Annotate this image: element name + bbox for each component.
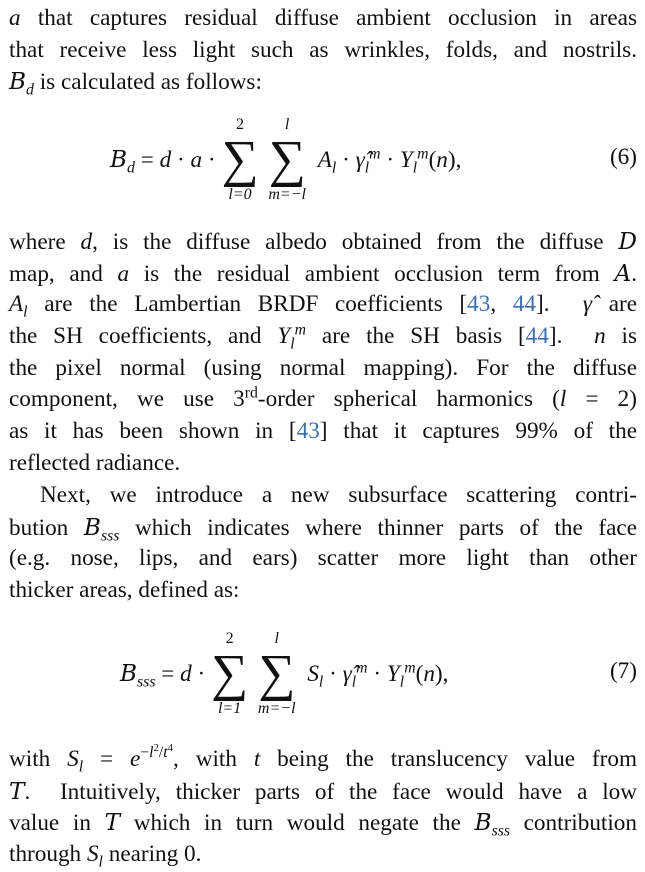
text-line: with $S_l = e^{-l^2/t^4}$, with t being the translucency value from [9,742,637,776]
citation-link[interactable]: 44 [512,291,536,318]
equation-7: $B_{sss} = d$ · 2 ∑ l=1 l ∑ m=−l $S_l$ · $\gammâ_l^m \cdot Y_l^m(n)$, (7) [120,630,637,717]
paragraph-intro [9,3,637,98]
text-line: Next, we introduce a new subsurface scattering contri- [40,482,637,508]
text-line: thicker areas, defined as: [9,577,240,604]
text-line: reflected radiance. [9,449,181,476]
text-line: $B_d$ is calculated as follows: [9,68,262,100]
paragraph-diffuse [9,226,637,480]
text-line: the pixel normal (using normal mapping). For the diffuse [9,354,637,381]
summation-symbol: l ∑ m=−l [257,630,296,717]
citation-link[interactable]: 43 [296,418,320,445]
text-line: that receive less light such as wrinkles, folds, and nostrils. [9,36,637,63]
paragraph-subsurface [9,480,637,607]
text-line: as it has been shown in [43] that it captures 99% of the [9,418,637,445]
summation-symbol: 2 ∑ l=0 [221,116,259,203]
citation-link[interactable]: 44 [525,323,549,350]
text-line: (e.g. nose, lips, and ears) scatter more light than other [9,545,637,572]
equation-number: (6) [609,144,637,170]
text-line: map, and a is the residual ambient occlusion term from A. [9,259,637,287]
text-line: value in T which in turn would negate the $B_{sss}$ contribution [9,809,637,841]
text-line: the SH coefficients, and $Y_l^m$ are the SH basis [44]. n is [9,321,637,353]
summation-symbol: 2 ∑ l=1 [211,630,249,717]
text-line: where d, is the diffuse albedo obtained from the diffuse D [9,228,637,255]
text-line: T. Intuitively, thicker parts of the face would have a low [9,777,637,805]
text-line: $A_l$ are the Lambertian BRDF coefficients [43, 44]. γ̂ are [9,291,637,322]
text-line: component, we use 3rd-order spherical harmonics (l = 2) [9,384,637,413]
equation-6: $B_d = d \cdot a$ · 2 ∑ l=0 l ∑ m=−l $A_l$ · $\gammâ_l^m \cdot Y_l^m(n)$, (6) [110,116,637,203]
paragraph-translucency [9,744,637,871]
summation-symbol: l ∑ m=−l [268,116,306,203]
equation-number: (7) [609,658,637,684]
citation-link[interactable]: 43 [467,291,491,318]
text-line: bution $B_{sss}$ which indicates where thinner parts of the face [9,513,638,545]
text-line: through $S_l$ nearing 0. [9,841,202,871]
text-line: a that captures residual diffuse ambient occlusion in areas [9,5,637,31]
